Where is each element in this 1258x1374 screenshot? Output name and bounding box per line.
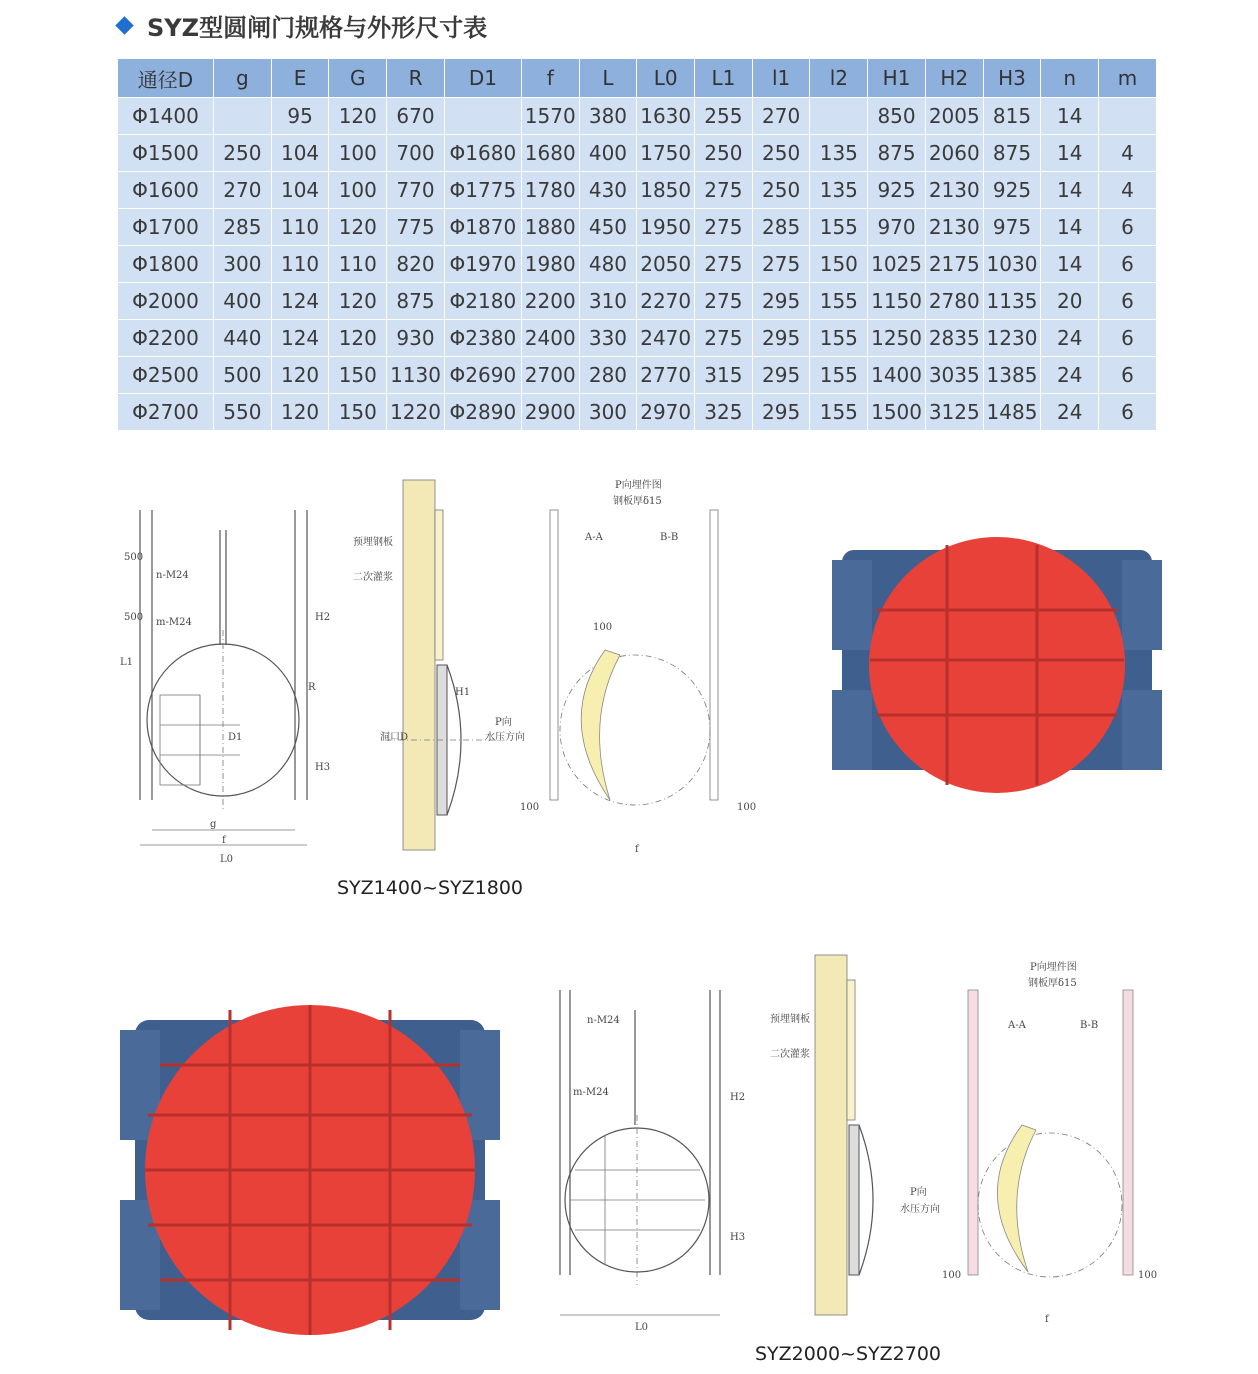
table-cell: 20 (1041, 283, 1099, 320)
table-cell: 2060 (925, 135, 983, 172)
aa-label: A-A (1008, 1020, 1026, 1031)
page-title-text: SYZ型圆闸门规格与外形尺寸表 (147, 14, 488, 42)
table-row (118, 172, 1157, 209)
table-cell (444, 98, 521, 135)
table-cell: 155 (810, 320, 868, 357)
table-cell: 970 (868, 209, 926, 246)
table-cell: 100 (329, 135, 387, 172)
table-cell: 120 (329, 98, 387, 135)
h3-label: H3 (315, 762, 331, 773)
table-cell: 2770 (637, 357, 695, 394)
table-cell: 135 (810, 135, 868, 172)
table-cell: 120 (329, 283, 387, 320)
col-header: H2 (925, 59, 983, 98)
table-cell: 325 (695, 394, 753, 431)
bb-label: B-B (660, 532, 679, 543)
table-cell: 120 (329, 209, 387, 246)
col-header: n (1041, 59, 1099, 98)
col-header: H1 (868, 59, 926, 98)
table-cell: 275 (695, 209, 753, 246)
table-cell: Φ1600 (118, 172, 214, 209)
table-cell: 295 (752, 357, 810, 394)
table-cell: 2700 (521, 357, 579, 394)
table-cell: Φ2380 (444, 320, 521, 357)
table-cell: 975 (983, 209, 1041, 246)
table-cell: 1485 (983, 394, 1041, 431)
table-cell: 124 (271, 283, 329, 320)
table-cell: 155 (810, 357, 868, 394)
front-view-drawing-large (525, 985, 755, 1335)
table-cell: Φ1500 (118, 135, 214, 172)
table-cell: 275 (695, 320, 753, 357)
table-cell: 925 (868, 172, 926, 209)
table-cell: 295 (752, 283, 810, 320)
table-cell: 124 (271, 320, 329, 357)
table-cell: 1750 (637, 135, 695, 172)
table-cell: 1150 (868, 283, 926, 320)
table-cell: 1220 (387, 394, 445, 431)
embed-view-drawing-small (515, 480, 755, 860)
table-cell: 14 (1041, 98, 1099, 135)
table-cell: 104 (271, 135, 329, 172)
table-cell: 24 (1041, 394, 1099, 431)
table-cell: 1850 (637, 172, 695, 209)
table-cell: 250 (752, 172, 810, 209)
table-cell: 155 (810, 283, 868, 320)
table-cell (810, 98, 868, 135)
dim-500-label: 500 (124, 552, 144, 563)
table-cell: 2175 (925, 246, 983, 283)
table-cell: 2130 (925, 209, 983, 246)
table-header-row (118, 59, 1157, 98)
table-cell: 110 (271, 246, 329, 283)
h1-label: H1 (455, 687, 471, 698)
p-embed-label: P向埋件图 (1030, 962, 1077, 973)
table-cell: 3125 (925, 394, 983, 431)
table-cell: 670 (387, 98, 445, 135)
table-cell: 250 (752, 135, 810, 172)
table-cell: 820 (387, 246, 445, 283)
table-cell: 300 (579, 394, 637, 431)
table-cell: 300 (214, 246, 272, 283)
caption-small: SYZ1400~SYZ1800 (337, 877, 523, 899)
table-cell: 150 (329, 357, 387, 394)
table-cell: 1950 (637, 209, 695, 246)
side-view-drawing-large (765, 950, 945, 1320)
table-cell: 95 (271, 98, 329, 135)
table-cell: 875 (868, 135, 926, 172)
p-embed-label: P向埋件图 (615, 480, 662, 491)
dim-100-label: 100 (737, 802, 757, 813)
table-cell: 110 (271, 209, 329, 246)
table-row (118, 135, 1157, 172)
table-cell: 2900 (521, 394, 579, 431)
table-cell: 150 (810, 246, 868, 283)
table-cell: 400 (579, 135, 637, 172)
h2-label: H2 (315, 612, 331, 623)
table-cell (1099, 98, 1157, 135)
table-cell: 285 (214, 209, 272, 246)
table-cell: 2200 (521, 283, 579, 320)
dim-100-label: 100 (520, 802, 540, 813)
l0-label: L0 (635, 1322, 649, 1333)
table-cell: 150 (329, 394, 387, 431)
table-cell: 925 (983, 172, 1041, 209)
table-cell: 4 (1099, 172, 1157, 209)
h2-label: H2 (730, 1092, 746, 1103)
p-direction-label: P向 (495, 717, 512, 728)
table-row (118, 283, 1157, 320)
table-cell: 6 (1099, 357, 1157, 394)
table-cell: 275 (695, 172, 753, 209)
table-cell: Φ1680 (444, 135, 521, 172)
col-header: L0 (637, 59, 695, 98)
table-cell: Φ2180 (444, 283, 521, 320)
table-cell: 24 (1041, 357, 1099, 394)
table-cell: 930 (387, 320, 445, 357)
table-cell: 250 (695, 135, 753, 172)
side-view-drawing-small (345, 470, 525, 860)
spec-table (117, 58, 1157, 431)
table-cell: 330 (579, 320, 637, 357)
l1-label: L1 (120, 657, 134, 668)
n-m24-label: n-M24 (587, 1015, 620, 1026)
f-label: f (1045, 1314, 1049, 1325)
table-cell: 500 (214, 357, 272, 394)
table-cell: 104 (271, 172, 329, 209)
bb-label: B-B (1080, 1020, 1099, 1031)
col-header: H3 (983, 59, 1041, 98)
table-cell: 6 (1099, 209, 1157, 246)
col-header: m (1099, 59, 1157, 98)
grout-label: 二次灌浆 (353, 572, 393, 583)
table-cell: 4 (1099, 135, 1157, 172)
col-header: L1 (695, 59, 753, 98)
table-cell: 1570 (521, 98, 579, 135)
table-cell: 6 (1099, 246, 1157, 283)
table-row (118, 98, 1157, 135)
table-cell: 155 (810, 209, 868, 246)
table-cell: 14 (1041, 172, 1099, 209)
table-cell: 120 (329, 320, 387, 357)
col-header: D1 (444, 59, 521, 98)
table-cell: Φ1970 (444, 246, 521, 283)
m-m24-label: m-M24 (573, 1087, 609, 1098)
table-cell: 480 (579, 246, 637, 283)
table-cell: 1630 (637, 98, 695, 135)
table-cell: 14 (1041, 246, 1099, 283)
table-cell: 2780 (925, 283, 983, 320)
dim-100-label: 100 (1138, 1270, 1158, 1281)
table-row (118, 394, 1157, 431)
gate-photo-large (120, 990, 500, 1340)
table-cell: 315 (695, 357, 753, 394)
table-row (118, 246, 1157, 283)
table-cell: 295 (752, 320, 810, 357)
table-row (118, 320, 1157, 357)
col-header: g (214, 59, 272, 98)
table-cell (214, 98, 272, 135)
table-cell: 110 (329, 246, 387, 283)
table-cell: Φ1870 (444, 209, 521, 246)
aa-label: A-A (585, 532, 603, 543)
col-header: G (329, 59, 387, 98)
table-cell: 6 (1099, 283, 1157, 320)
col-header: l2 (810, 59, 868, 98)
table-cell: Φ2690 (444, 357, 521, 394)
table-cell: 550 (214, 394, 272, 431)
table-cell: 1250 (868, 320, 926, 357)
table-cell: 1400 (868, 357, 926, 394)
table-cell: 6 (1099, 394, 1157, 431)
table-cell: 120 (271, 357, 329, 394)
table-cell: 1880 (521, 209, 579, 246)
table-cell: 1385 (983, 357, 1041, 394)
embedded-plate-label: 预埋钢板 (353, 537, 393, 548)
table-cell: Φ2000 (118, 283, 214, 320)
table-cell: 14 (1041, 135, 1099, 172)
table-cell: 275 (695, 283, 753, 320)
table-cell: 815 (983, 98, 1041, 135)
table-cell: 2005 (925, 98, 983, 135)
table-cell: 1030 (983, 246, 1041, 283)
caption-large: SYZ2000~SYZ2700 (755, 1343, 941, 1365)
table-cell: 770 (387, 172, 445, 209)
g-label: g (210, 819, 217, 830)
table-cell: Φ1775 (444, 172, 521, 209)
dim-100-label: 100 (942, 1270, 962, 1281)
diamond-bullet-icon (115, 16, 133, 34)
table-cell: Φ2700 (118, 394, 214, 431)
table-cell: 285 (752, 209, 810, 246)
table-cell: Φ2500 (118, 357, 214, 394)
pressure-direction-label: 水压方向 (900, 1204, 940, 1215)
table-cell: 3035 (925, 357, 983, 394)
table-cell: 775 (387, 209, 445, 246)
table-cell: 440 (214, 320, 272, 357)
table-cell: 270 (214, 172, 272, 209)
table-cell: 2270 (637, 283, 695, 320)
pressure-direction-label: 水压方向 (485, 732, 525, 743)
table-cell: 270 (752, 98, 810, 135)
l0-label: L0 (220, 854, 234, 865)
p-direction-label: P向 (910, 1187, 927, 1198)
table-cell: 2470 (637, 320, 695, 357)
table-cell: 6 (1099, 320, 1157, 357)
opening-label: 洞口D (380, 732, 409, 743)
col-header: L (579, 59, 637, 98)
dim-100-label: 100 (593, 622, 613, 633)
table-cell: 280 (579, 357, 637, 394)
table-cell: 700 (387, 135, 445, 172)
table-cell: 380 (579, 98, 637, 135)
table-cell: 1780 (521, 172, 579, 209)
table-cell: 2400 (521, 320, 579, 357)
table-cell: 2050 (637, 246, 695, 283)
plate-thickness-label: 钢板厚δ15 (1028, 978, 1077, 989)
grout-label: 二次灌浆 (770, 1049, 810, 1060)
n-m24-label: n-M24 (156, 570, 189, 581)
front-view-drawing-small (110, 500, 330, 880)
table-cell: 250 (214, 135, 272, 172)
table-cell: 875 (387, 283, 445, 320)
col-header: f (521, 59, 579, 98)
r-label: R (308, 682, 316, 693)
table-cell: 275 (752, 246, 810, 283)
embed-view-drawing-large (940, 960, 1170, 1330)
embedded-plate-label: 预埋钢板 (770, 1014, 810, 1025)
table-cell: 400 (214, 283, 272, 320)
table-cell: 255 (695, 98, 753, 135)
table-cell: 2130 (925, 172, 983, 209)
table-cell: 1980 (521, 246, 579, 283)
table-row (118, 357, 1157, 394)
table-cell: 1230 (983, 320, 1041, 357)
gate-photo-small (832, 520, 1162, 810)
col-header: R (387, 59, 445, 98)
table-cell: 1500 (868, 394, 926, 431)
table-cell: 24 (1041, 320, 1099, 357)
table-cell: 1025 (868, 246, 926, 283)
table-cell: 275 (695, 246, 753, 283)
table-cell: Φ1400 (118, 98, 214, 135)
table-cell: Φ1800 (118, 246, 214, 283)
dim-500-label: 500 (124, 612, 144, 623)
m-m24-label: m-M24 (156, 617, 192, 628)
table-cell: 450 (579, 209, 637, 246)
table-cell: 14 (1041, 209, 1099, 246)
col-header: E (271, 59, 329, 98)
table-cell: Φ1700 (118, 209, 214, 246)
table-cell: Φ2890 (444, 394, 521, 431)
table-cell: 120 (271, 394, 329, 431)
col-header: l1 (752, 59, 810, 98)
table-cell: 850 (868, 98, 926, 135)
table-cell: 2835 (925, 320, 983, 357)
table-cell: 430 (579, 172, 637, 209)
col-header: 通径D (118, 59, 214, 98)
table-row (118, 209, 1157, 246)
table-cell: 100 (329, 172, 387, 209)
table-cell: 2970 (637, 394, 695, 431)
table-cell: 295 (752, 394, 810, 431)
table-cell: 1680 (521, 135, 579, 172)
d1-label: D1 (228, 732, 243, 743)
plate-thickness-label: 钢板厚δ15 (613, 496, 662, 507)
table-cell: 1130 (387, 357, 445, 394)
table-cell: 1135 (983, 283, 1041, 320)
table-cell: 155 (810, 394, 868, 431)
table-cell: Φ2200 (118, 320, 214, 357)
table-cell: 310 (579, 283, 637, 320)
table-cell: 135 (810, 172, 868, 209)
f-label: f (635, 844, 639, 855)
page-title (118, 8, 487, 43)
f-label: f (222, 835, 226, 846)
h3-label: H3 (730, 1232, 746, 1243)
table-cell: 875 (983, 135, 1041, 172)
